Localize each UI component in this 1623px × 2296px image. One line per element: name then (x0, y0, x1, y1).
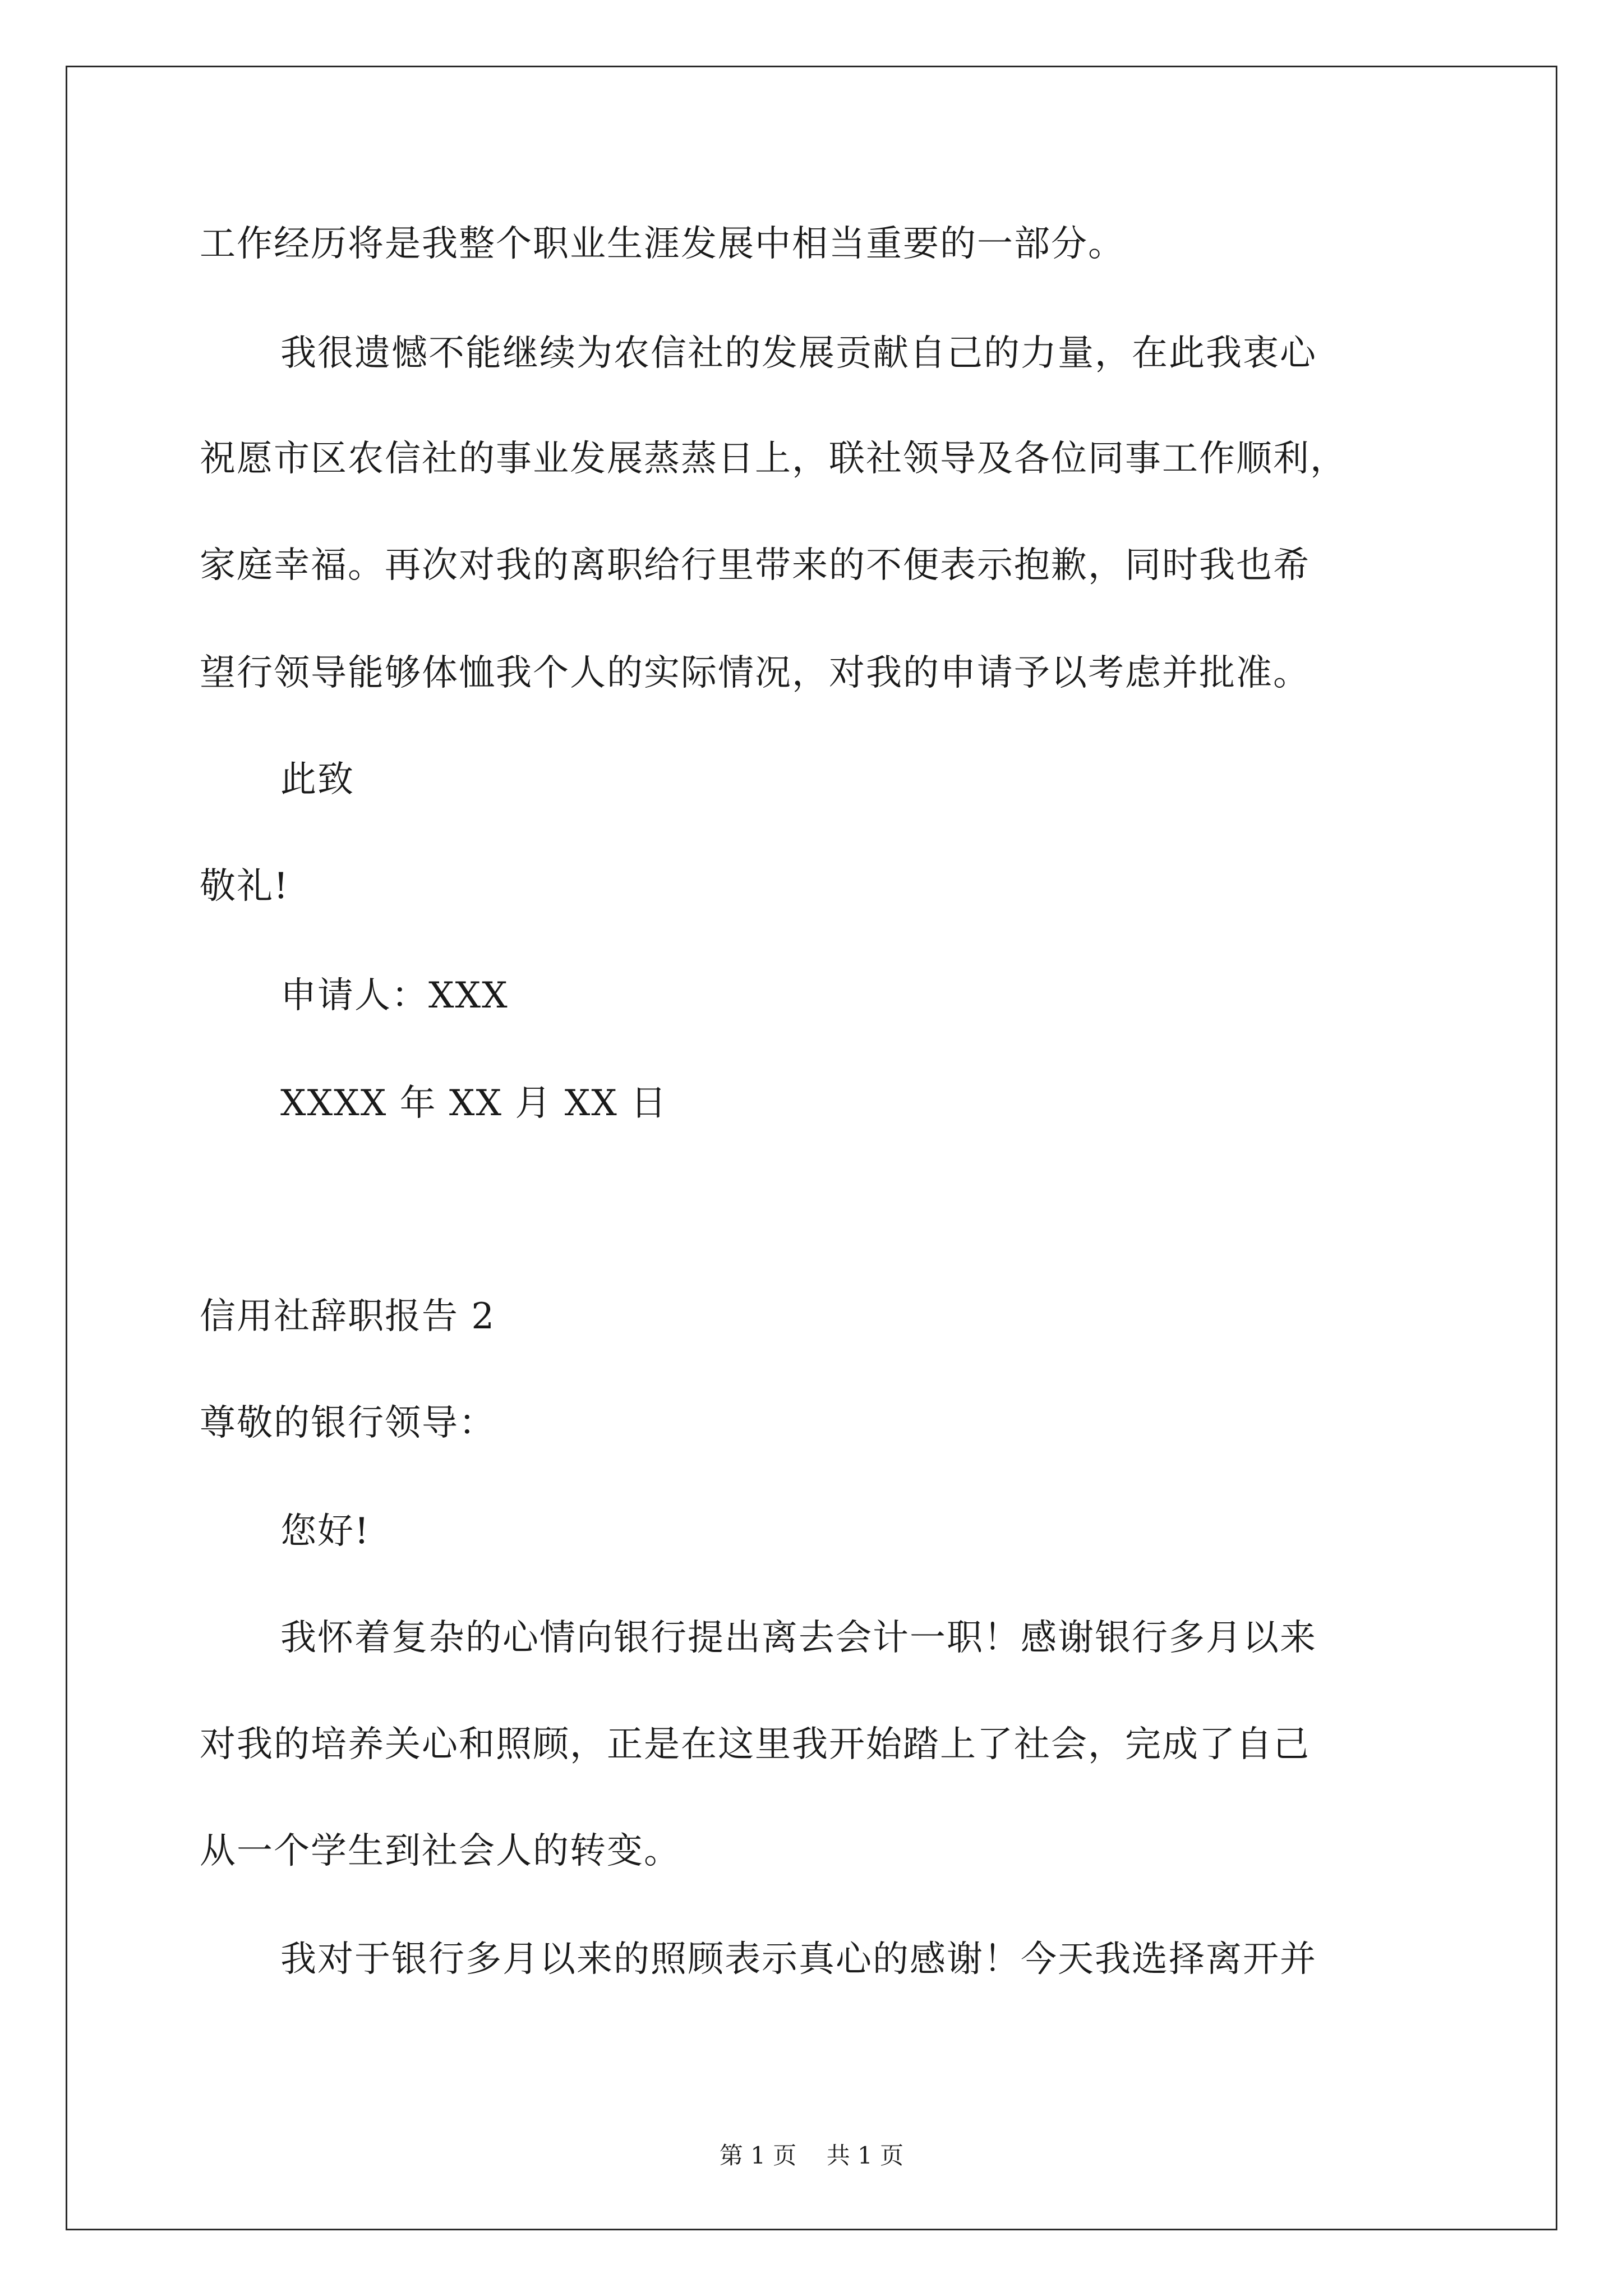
body-line-7: 对我的培养关心和照顾，正是在这里我开始踏上了社会，完成了自己 (200, 1724, 1310, 1765)
body-line-8: 从一个学生到社会人的转变。 (200, 1830, 681, 1872)
body-line-5: 望行领导能够体恤我个人的实际情况，对我的申请予以考虑并批准。 (200, 652, 1310, 694)
applicant-signature: 申请人：XXX (280, 975, 509, 1016)
body-line-2: 我很遗憾不能继续为农信社的发展贡献自己的力量，在此我衷心 (280, 333, 1317, 374)
signature-date: XXXX 年 XX 月 XX 日 (280, 1083, 668, 1124)
greeting-hello: 您好! (280, 1511, 370, 1552)
body-line-3: 祝愿市区农信社的事业发展蒸蒸日上，联社领导及各位同事工作顺利， (200, 438, 1347, 480)
closing-regards: 敬礼! (200, 866, 289, 907)
body-line-6: 我怀着复杂的心情向银行提出离去会计一职！感谢银行多月以来 (280, 1617, 1317, 1659)
body-line-4: 家庭幸福。再次对我的离职给行里带来的不便表示抱歉，同时我也希 (200, 545, 1310, 586)
page-footer: 第 1 页 共 1 页 (719, 2142, 904, 2169)
page-border (66, 66, 1557, 2230)
section-title: 信用社辞职报告 2 (200, 1296, 496, 1337)
body-line-1: 工作经历将是我整个职业生涯发展中相当重要的一部分。 (200, 223, 1125, 265)
closing-salutation: 此致 (280, 759, 354, 800)
greeting-line: 尊敬的银行领导： (200, 1402, 496, 1444)
body-line-9: 我对于银行多月以来的照顾表示真心的感谢！今天我选择离开并 (280, 1939, 1317, 1980)
